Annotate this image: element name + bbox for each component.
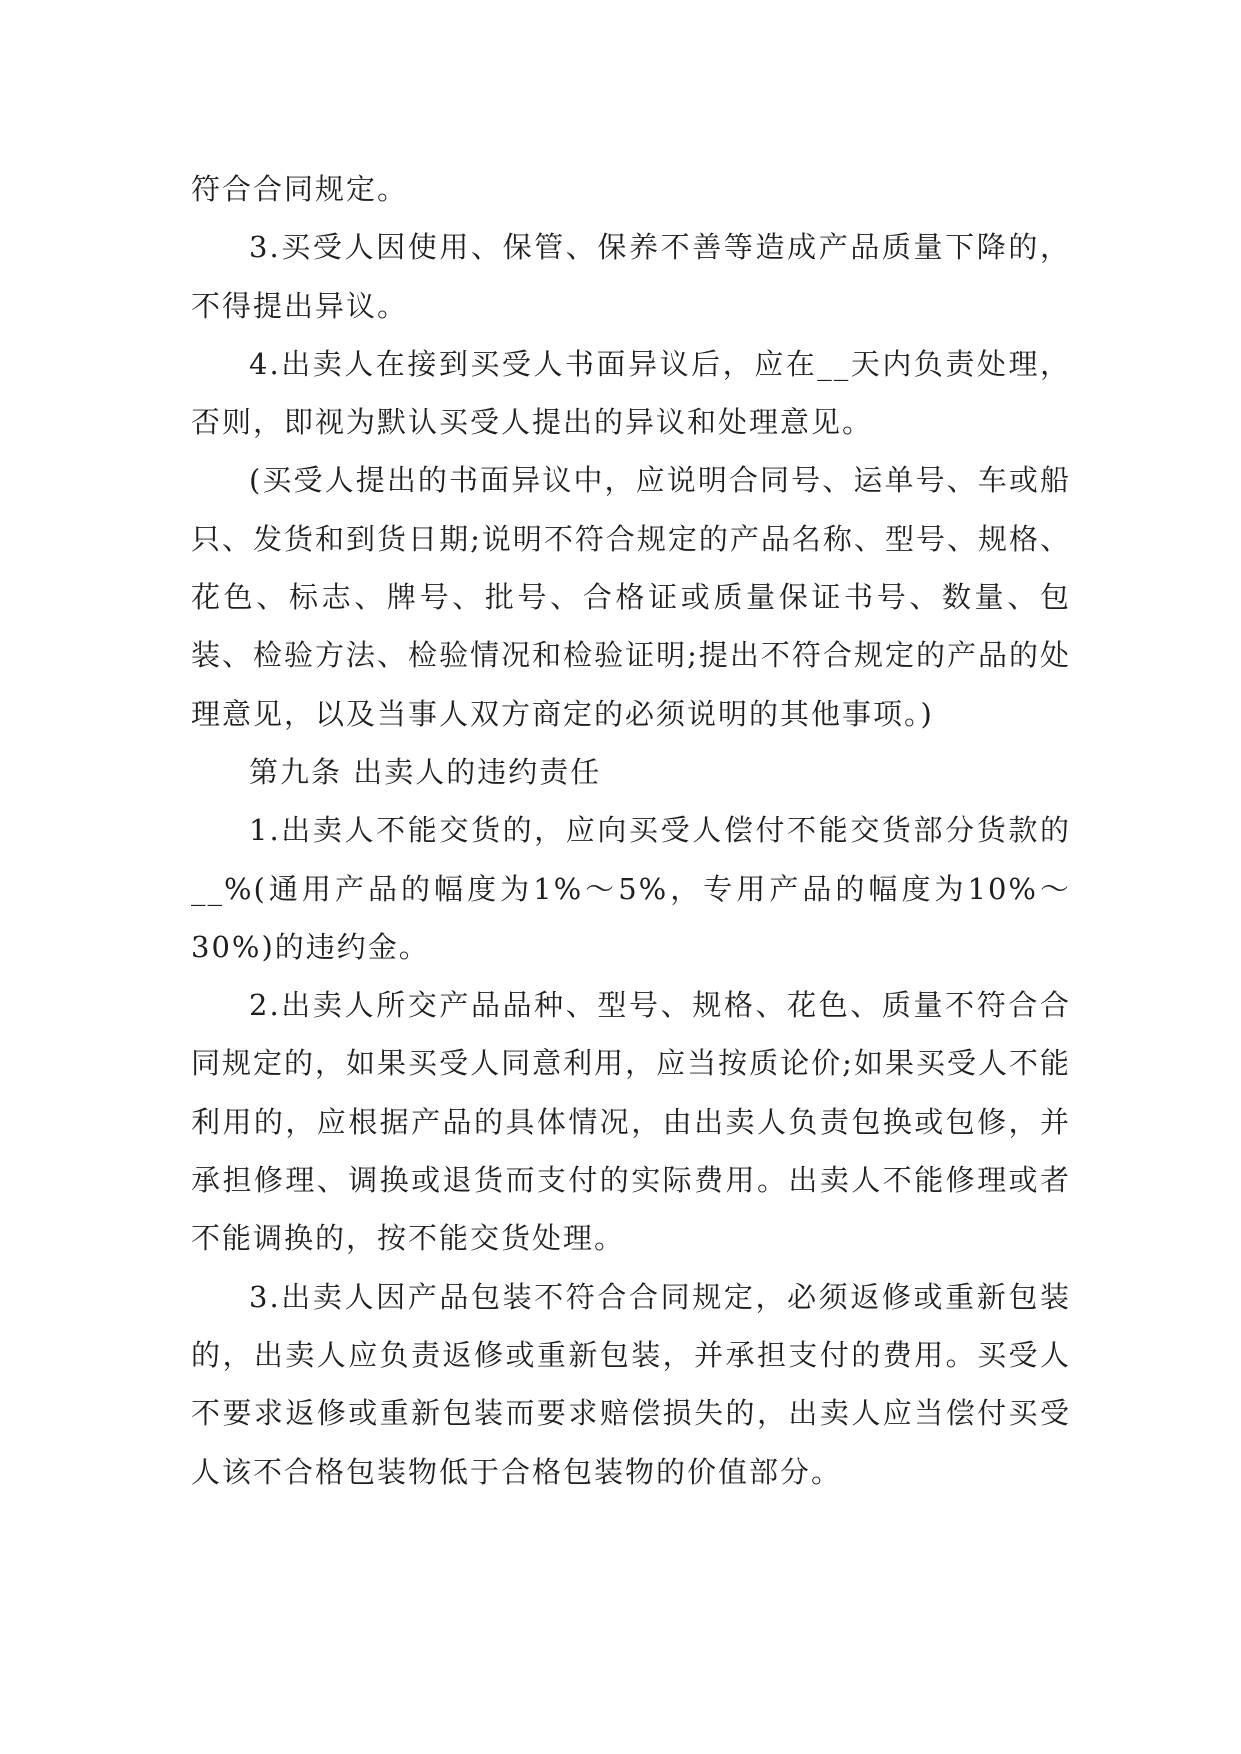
paragraph-item-4: 4.出卖人在接到买受人书面异议后，应在__天内负责处理，否则，即视为默认买受人提出的异议和处理意见。 xyxy=(191,346,1071,440)
paragraph-clause-2: 2.出卖人所交产品品种、型号、规格、花色、质量不符合合同规定的，如果买受人同意利用，应当按质论价;如果买受人不能利用的，应根据产品的具体情况，由出卖人负责包换或包修，并承担修理、调换或退货而支付的实际费用。出卖人不能修理或者不能调换的，按不能交货处理。 xyxy=(191,988,1071,1256)
paragraph-clause-3: 3.出卖人因产品包装不符合合同规定，必须返修或重新包装的，出卖人应负责返修或重新包装，并承担支付的费用。买受人不要求返修或重新包装而要求赔偿损失的，出卖人应当偿付买受人该不合格包装物低于合格包装物的价值部分。 xyxy=(191,1279,1071,1489)
document-body xyxy=(191,160,1071,1501)
paragraph-item-3: 3.买受人因使用、保管、保养不善等造成产品质量下降的，不得提出异议。 xyxy=(191,230,1071,323)
paragraph-note: (买受人提出的书面异议中，应说明合同号、运单号、车或船只、发货和到货日期;说明不符合规定的产品名称、型号、规格、花色、标志、牌号、批号、合格证或质量保证书号、数量、包装、检验方法、检验情况和检验证明;提出不符合规定的产品的处理意见，以及当事人双方商定的必须说明的其他事项。) xyxy=(191,463,1071,731)
paragraph-clause-1: 1.出卖人不能交货的，应向买受人偿付不能交货部分货款的__%(通用产品的幅度为1%～5%，专用产品的幅度为10%～30%)的违约金。 xyxy=(191,813,1071,964)
paragraph-continuation: 符合合同规定。 xyxy=(191,172,409,206)
section-heading: 第九条 出卖人的违约责任 xyxy=(249,754,602,789)
